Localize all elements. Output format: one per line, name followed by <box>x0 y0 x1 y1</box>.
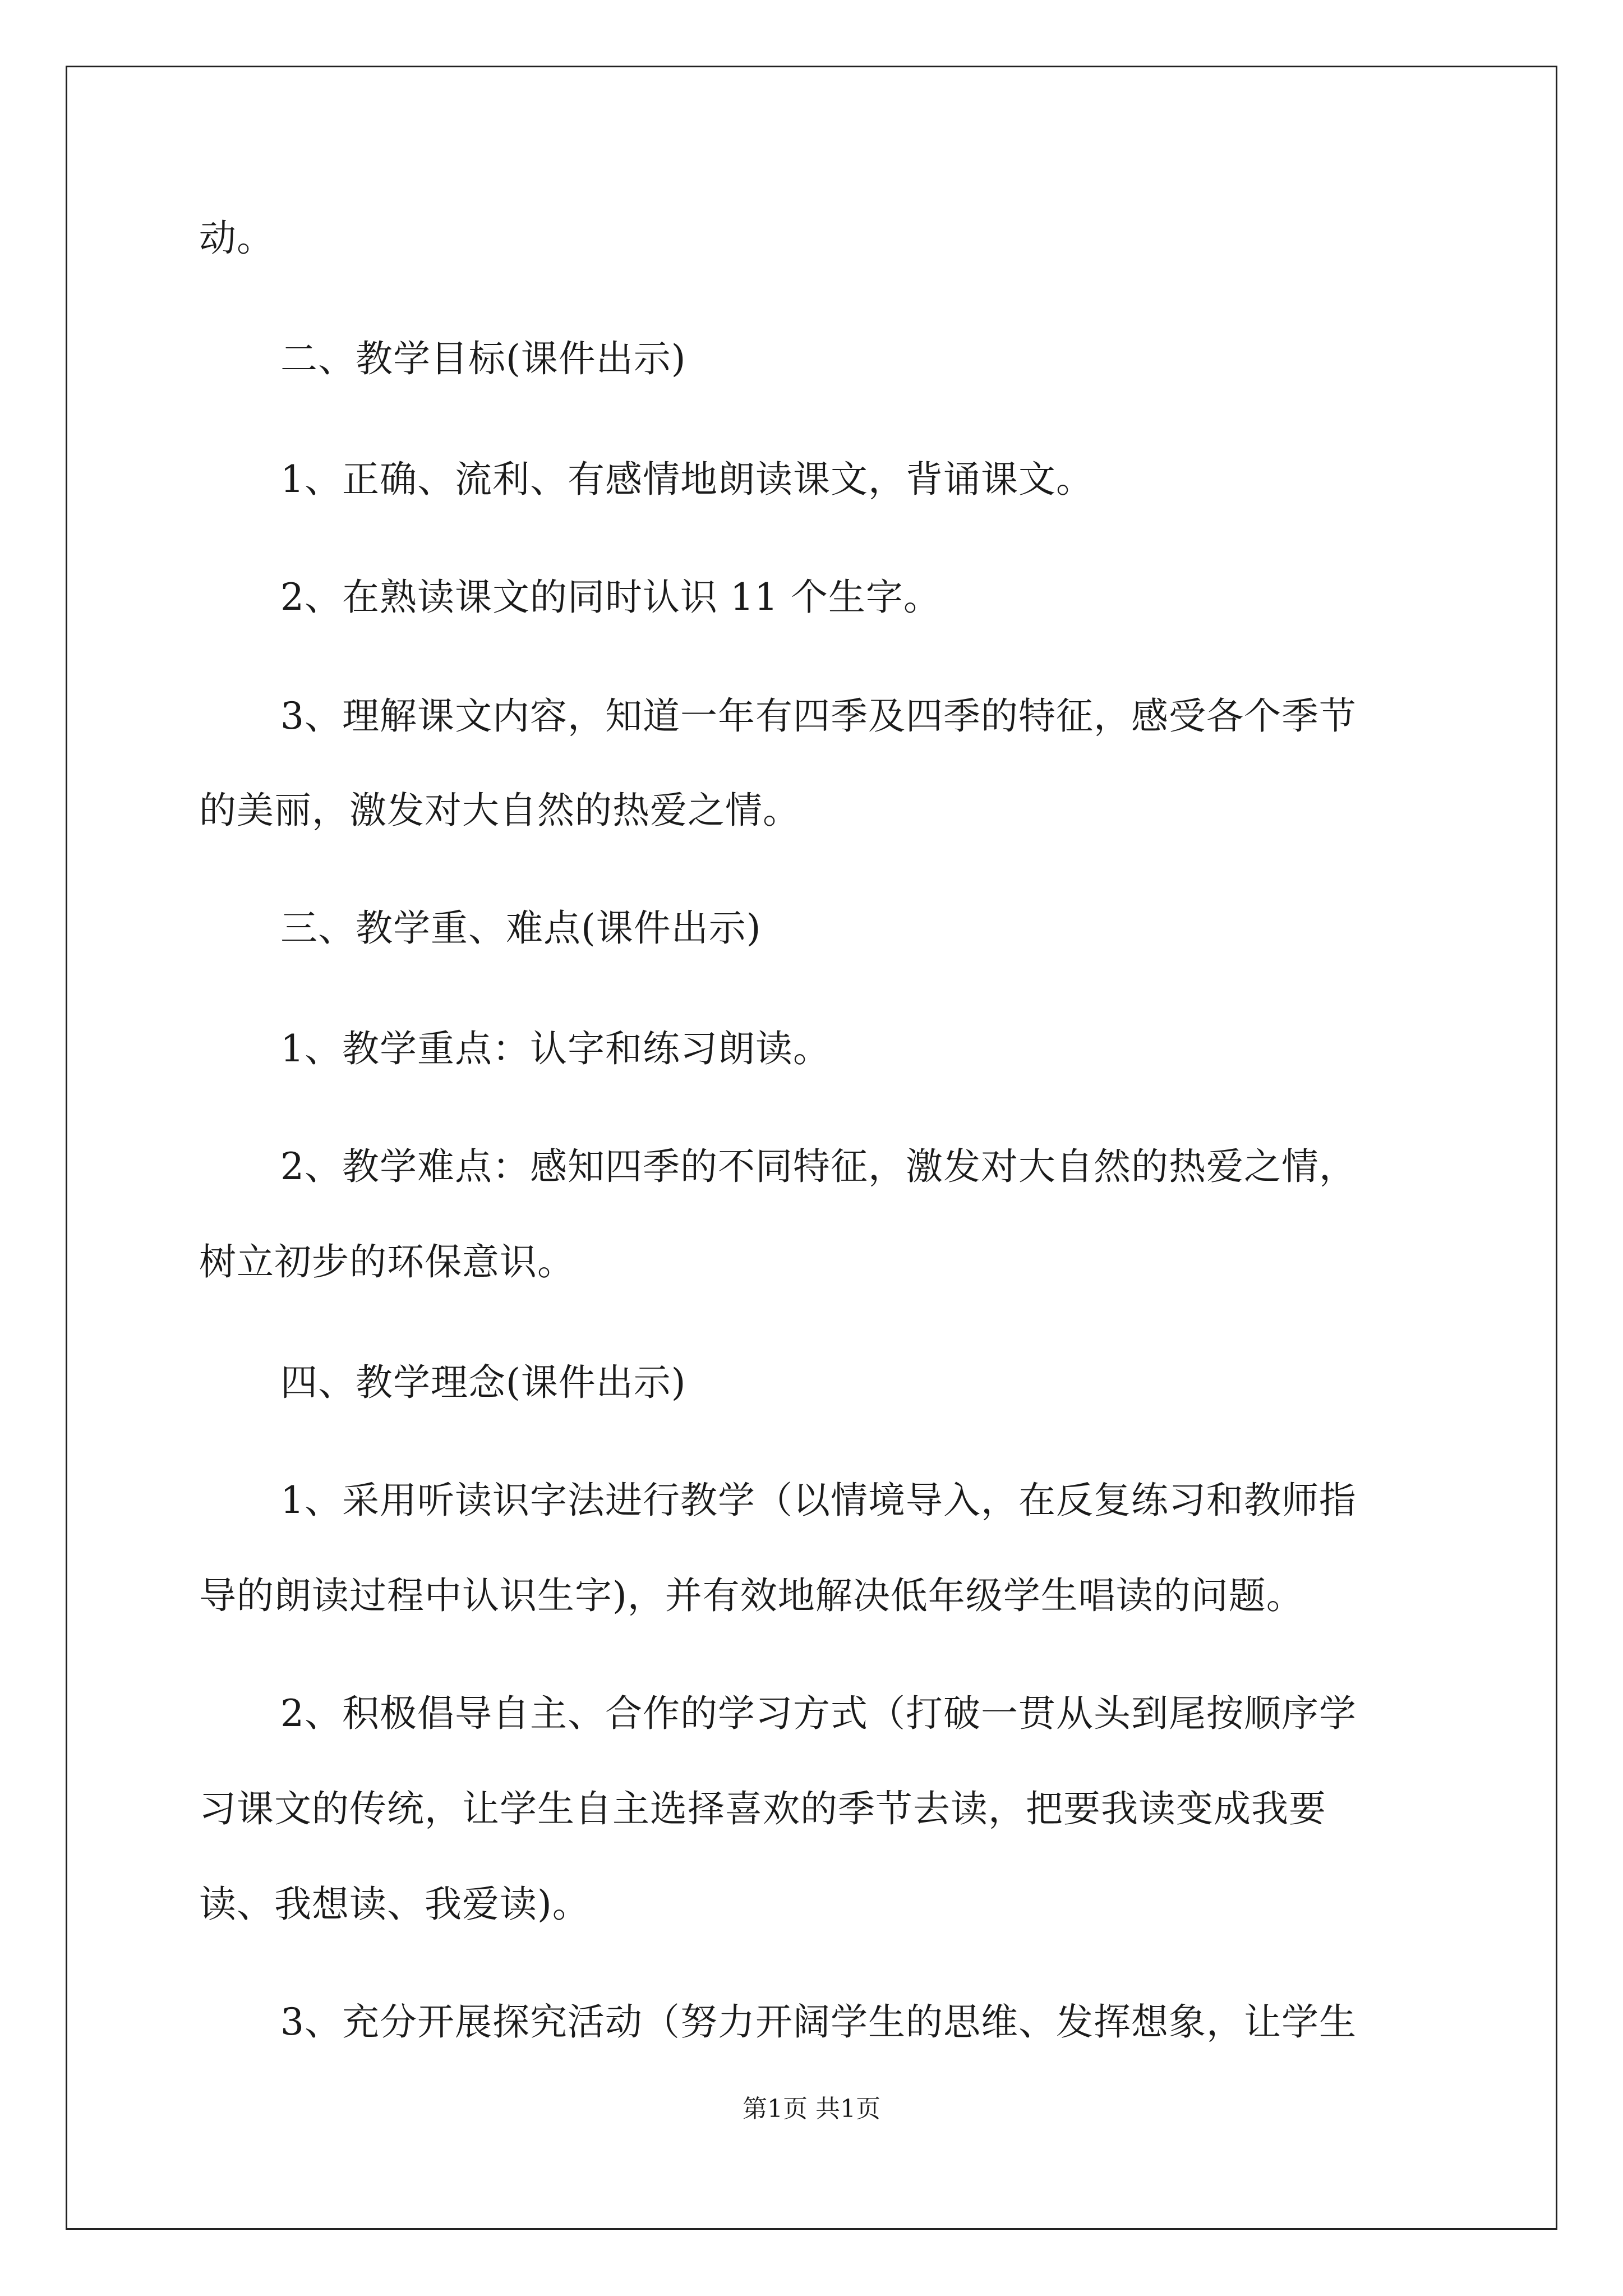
text-line: 1、正确、流利、有感情地朗读课文，背诵课文。 <box>280 458 1094 501</box>
text-line: 1、教学重点：认字和练习朗读。 <box>280 1027 831 1070</box>
section-heading: 二、教学目标(课件出示) <box>280 337 686 380</box>
text-line: 习课文的传统，让学生自主选择喜欢的季节去读，把要我读变成我要 <box>199 1787 1326 1830</box>
text-line: 读、我想读、我爱读)。 <box>199 1883 590 1926</box>
page-number: 第1页 共1页 <box>743 2095 880 2123</box>
text-line: 2、积极倡导自主、合作的学习方式（打破一贯从头到尾按顺序学 <box>280 1692 1357 1735</box>
text-line: 树立初步的环保意识。 <box>199 1240 575 1283</box>
text-line: 1、采用听读识字法进行教学（以情境导入，在反复练习和教师指 <box>280 1479 1357 1522</box>
text-line: 导的朗读过程中认识生字)，并有效地解决低年级学生唱读的问题。 <box>199 1574 1304 1617</box>
text-line: 的美丽，激发对大自然的热爱之情。 <box>199 789 800 832</box>
text-line: 动。 <box>199 217 274 260</box>
section-heading: 四、教学理念(课件出示) <box>280 1361 686 1404</box>
text-line: 2、教学难点：感知四季的不同特征，激发对大自然的热爱之情， <box>280 1145 1357 1188</box>
text-line: 3、理解课文内容，知道一年有四季及四季的特征，感受各个季节 <box>280 694 1357 738</box>
text-line: 2、在熟读课文的同时认识 11 个生字。 <box>280 576 941 619</box>
section-heading: 三、教学重、难点(课件出示) <box>280 907 762 950</box>
text-line: 3、充分开展探究活动（努力开阔学生的思维、发挥想象，让学生 <box>280 2000 1357 2044</box>
